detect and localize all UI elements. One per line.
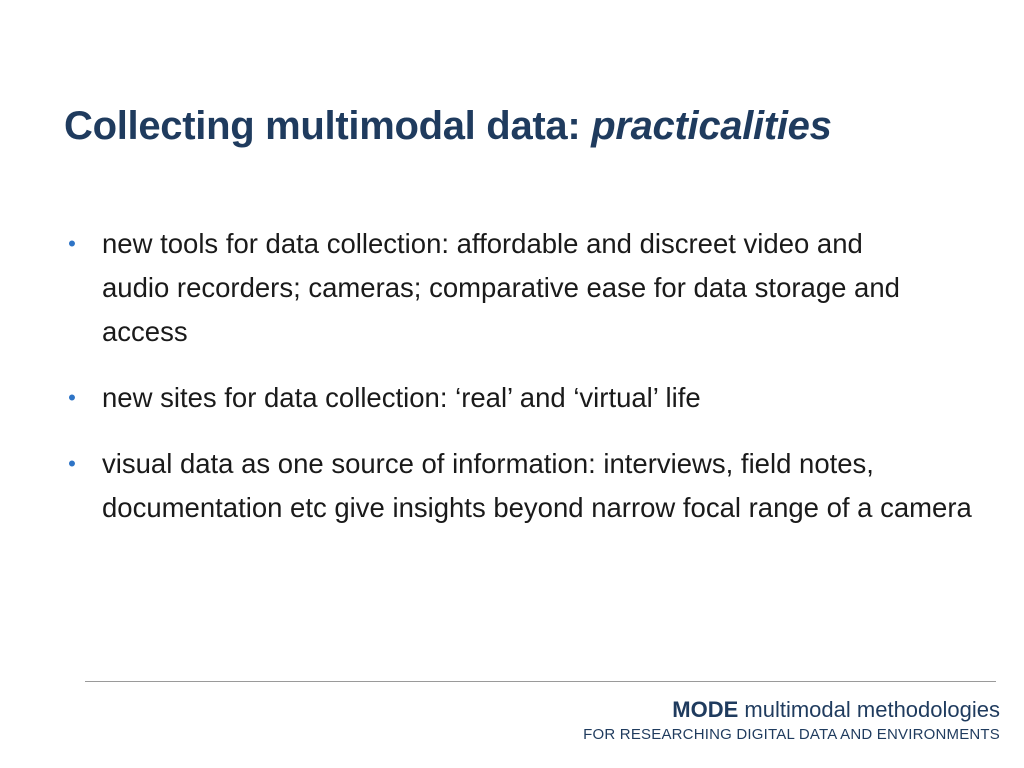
slide-title-main: Collecting multimodal data: <box>64 104 592 148</box>
footer-brand: MODE <box>672 697 739 722</box>
bullet-text: new sites for data collection: ‘real’ and ‘virtual’ life <box>102 382 701 413</box>
footer-subtitle: FOR RESEARCHING DIGITAL DATA AND ENVIRONMENTS <box>583 726 1000 743</box>
bullet-item <box>62 222 922 354</box>
bullet-text: new tools for data collection: affordable and discreet video and audio recorders; cameras; comparative ease for data storage and access <box>102 228 900 347</box>
bullet-icon: • <box>68 231 76 256</box>
footer <box>583 695 1000 745</box>
slide-title <box>64 104 832 149</box>
footer-title <box>583 695 1000 725</box>
bullet-icon: • <box>68 451 76 476</box>
bullet-list <box>62 222 972 552</box>
bullet-text: visual data as one source of information: interviews, field notes, documentation etc give insights beyond narrow focal range of a camera <box>102 448 972 523</box>
bullet-item <box>62 376 972 420</box>
footer-divider <box>85 681 996 682</box>
bullet-icon: • <box>68 385 76 410</box>
bullet-item <box>62 442 972 530</box>
footer-tagline: multimodal methodologies <box>738 697 1000 722</box>
slide-title-emphasis: practicalities <box>591 104 832 148</box>
